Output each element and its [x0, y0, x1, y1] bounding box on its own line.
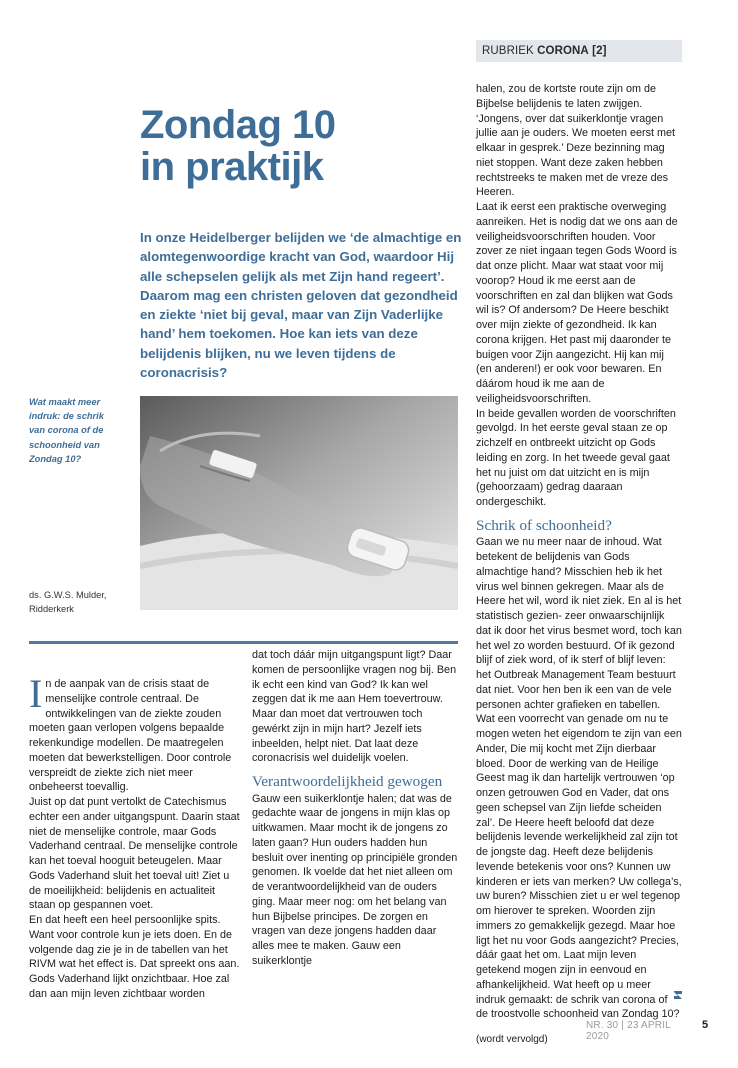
body-column-3	[476, 82, 682, 1048]
section-label: RUBRIEK CORONA [2]	[476, 40, 682, 62]
issue-info: NR. 30 | 23 APRIL 2020	[586, 1020, 671, 1042]
drop-cap: I	[29, 671, 43, 716]
paragraph: dat toch dáár mijn uitgangspunt ligt? Daar komen de persoonlijke vragen nog bij. Ben ik echt een kind van God? Ik kan wel zeggen dat ik me aan Hem toevertrouw. Maar dan moet dat vertrouwen toch gewérkt zijn in mijn hart? Jezelf iets inbeelden, helpt niet. Dat laat deze coronacrisis wel duidelijk voelen.	[252, 649, 457, 765]
article-title: Zondag 10 in praktijk	[140, 103, 336, 189]
body-column-2	[252, 648, 458, 969]
section-number: [2]	[592, 45, 607, 57]
paragraph: En dat heeft een heel persoonlijke spits. Want voor controle kun je iets doen. En de volgende dag zie je in de tabellen van het RIVM wat het effect is. Dat spreekt ons aan. Gods Vaderhand lijkt onzichtbaar. Hoe zal dan aan mijn leven zichtbaar worden	[29, 914, 240, 1000]
page-number: 5	[702, 1019, 709, 1031]
divider-rule	[29, 641, 458, 644]
paragraph: Laat ik eerst een praktische overweging aanreiken. Het is nodig dat we ons aan de veiligheidsvoorschriften houden. Voor zover ze niet ingaan tegen Gods Woord is dat onze plicht. Maar wat staat voor mij voorop? Houd ik me eerst aan de voorschriften en zal dan blijken wat Gods wil is? Of andersom? De Heere beschikt over mijn ziekte of gezondheid. Ik kan corona krijgen. Het past mij daaronder te buigen voor Zijn aangezicht. Hij kan mij (en anderen!) er ook voor bewaren. En dáárom houd ik me aan de veiligheidsvoorschriften.	[476, 201, 678, 405]
paragraph: Wat een voorrecht van genade om nu te mogen weten het eigendom te zijn van een Ander, Die mij kocht met Zijn dierbaar bloed. Door de werking van de Heilige Geest mag ik dan hartelijk vertrouwen ‘op onzen getrouwen God en Vader, dat ons geen schepsel van Zijn liefde scheiden zal’. De Heere heeft beloofd dat deze belijdenis levende werkelijkheid zal zijn tot de jongste dag. Heeft deze belijdenis levende betekenis voor ons? Kunnen uw kinderen er iets van merken? Uw collega’s, uw buren? Misschien ziet u er wel tegenop om hierover te spreken. Woorden zijn immers zo gemakkelijk gezegd. Maar hoe ligt het nu voor Gods aangezicht? Precies, dáár gaat het om. Laat mijn leven getekend mogen zijn in eenvoud en afhankelijkheid. Wat heeft op u meer indruk gemaakt: de schrik van corona of de troostvolle schoonheid van Zondag 10?	[476, 713, 682, 1021]
section-name: CORONA	[537, 45, 589, 57]
body-column-1	[29, 671, 241, 1002]
author-credit: ds. G.W.S. Mulder, Ridderkerk	[29, 590, 107, 615]
subheading-schrik: Schrik of schoonheid?	[476, 516, 612, 534]
hand-pulse-oximeter-photo	[140, 396, 458, 610]
end-mark-icon	[673, 990, 683, 1000]
paragraph: halen, zou de kortste route zijn om de Bijbelse belijdenis te laten zwijgen. ‘Jongens, over dat suikerklontje vragen jullie aan je ouders. We moeten eerst met elkaar in gesprek.’ Deze bezinning mag niet stoppen. Want deze zaken hebben rechtstreeks te maken met de vreze des Heeren.	[476, 83, 676, 199]
paragraph: Gauw een suikerklontje halen; dat was de gedachte waar de jongens in mijn klas op uitkwamen. Maar mocht ik de jongens zo laten gaan? Hun ouders hadden hun besluit over inenting op principiële gronden genomen. Ik voelde dat het niet alleen om de verantwoordelijkheid van de ouders ging. Maar meer nog: om het belang van hun Bijbelse principes. De zorgen en vragen van deze jongens hadden daar alles mee te maken. Gauw een suikerklontje	[252, 792, 458, 967]
paragraph: Juist op dat punt vertolkt de Catechismus echter een ander uitgangspunt. Daarin staat niet de menselijke controle, maar Gods Vaderhand centraal. De menselijke controle kan het toeval hooguit beteugelen. Maar Gods Vaderhand sluit het toeval uit! Ziet u de moeilijkheid: belijdenis en actualiteit staan op gespannen voet.	[29, 796, 240, 912]
subheading-verantwoordelijkheid: Verantwoordelijkheid gewogen	[252, 773, 443, 790]
paragraph: In beide gevallen worden de voorschriften gevolgd. In het eerste geval staan ze op zichzelf en ontbreekt uitzicht op Gods leiding en zorg. In het tweede geval gaat het nu juist om dat uitzicht en is mijn (gehoorzaam) gedrag daaraan ondergeschikt.	[476, 407, 676, 508]
paragraph: Gaan we nu meer naar de inhoud. Wat betekent de belijdenis van Gods almachtige hand? Misschien heb ik het virus wel binnen gekregen. Maar als de Heere het wil, word ik niet ziek. En al is het statistisch gezien- zeer onwaarschijnlijk dat ik door het virus besmet word, toch kan het wel zo worden bestuurd. Of ik gezond blijf of ziek word, of ik sterf of blijf leven: het Outbreak Management Team bestuurt dat niet. Voor hen ben ik een van de vele personen achter grafieken en tabellen.	[476, 536, 682, 711]
continued-note: (wordt vervolgd)	[476, 1034, 548, 1045]
paragraph: n de aanpak van de crisis staat de menselijke controle centraal. De ontwikkelingen van de ziekte zouden moeten gaan verlopen volgens bepaalde rekenkundige modellen. De maatregelen moeten dat bewerkstelligen. Door controle verspreidt de ziekte zich niet meer onbeheerst toevallig.	[29, 678, 232, 794]
photo-illustration	[140, 396, 458, 610]
article-lead: In onze Heidelberger belijden we ‘de almachtige en alomtegenwoordige kracht van God, waardoor Hij alle schepselen gelijk als met Zijn hand regeert’. Daarom mag een christen geloven dat gezondheid en ziekte ‘niet bij geval, maar van Zijn Vaderlijke hand’ hem toekomen. Hoe kan iets van deze belijdenis blijken, nu we leven tijdens de coronacrisis?	[140, 230, 462, 381]
photo-caption: Wat maakt meer indruk: de schrik van corona of de schoonheid van Zondag 10?	[29, 397, 104, 464]
